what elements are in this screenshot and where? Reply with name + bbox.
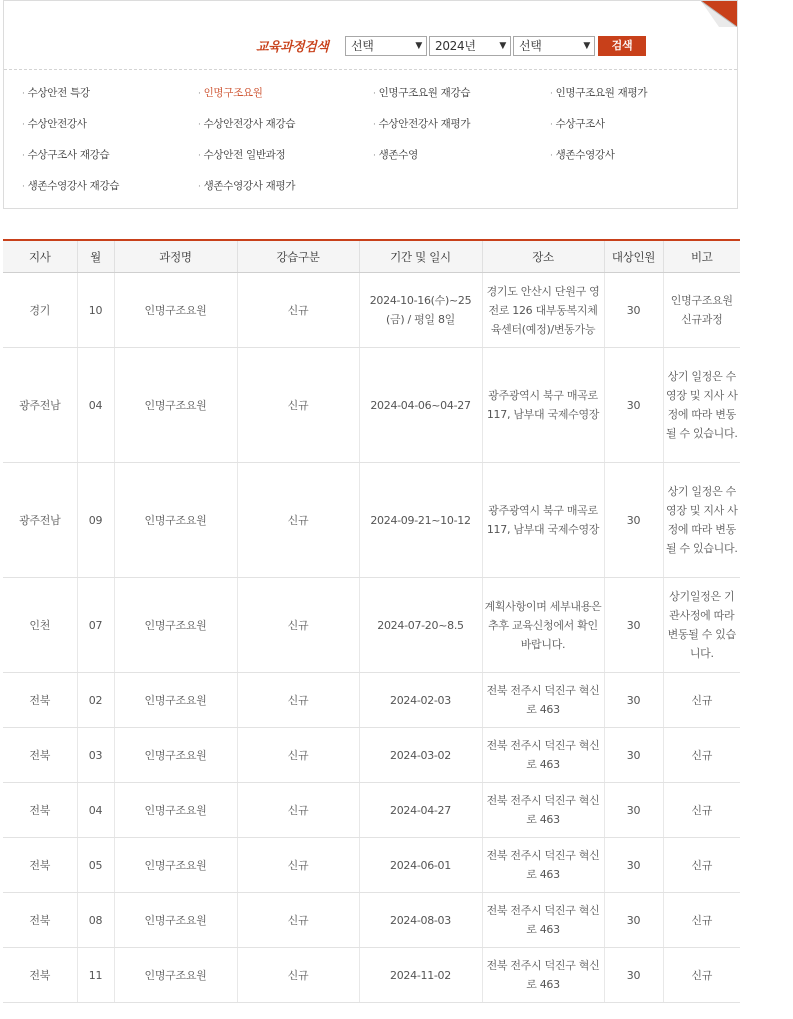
table-cell: 30 (604, 838, 663, 893)
bullet-icon: · (22, 120, 25, 130)
table-cell: 11 (77, 948, 114, 1003)
table-cell: 신규 (663, 838, 740, 893)
table-cell: 인명구조요원 (114, 838, 237, 893)
table-cell: 신규 (663, 893, 740, 948)
table-cell: 신규 (237, 728, 359, 783)
table-cell: 전북 (3, 783, 77, 838)
bullet-icon: · (550, 151, 553, 161)
table-cell: 30 (604, 463, 663, 578)
table-cell: 경기도 안산시 단원구 영전로 126 대부동복지체육센터(예정)/변동가능 (482, 273, 604, 348)
bullet-icon: · (373, 120, 376, 130)
table-cell: 신규 (663, 673, 740, 728)
table-cell: 신규 (237, 783, 359, 838)
table-cell: 인명구조요원 (114, 948, 237, 1003)
table-cell: 30 (604, 673, 663, 728)
bullet-icon: · (373, 89, 376, 99)
chevron-down-icon: ▼ (499, 41, 506, 51)
table-row (3, 673, 740, 728)
table-cell: 인천 (3, 578, 77, 673)
table-cell: 인명구조요원 (114, 728, 237, 783)
course-category-item[interactable] (22, 147, 109, 162)
table-cell: 2024-04-06~04-27 (359, 348, 482, 463)
table-cell: 전북 전주시 덕진구 혁신로 463 (482, 728, 604, 783)
table-cell: 2024-09-21~10-12 (359, 463, 482, 578)
table-cell: 신규 (237, 948, 359, 1003)
course-category-label: 수상안전 일반과정 (203, 149, 286, 161)
course-category-label: 수상안전강사 (27, 118, 87, 130)
search-button[interactable]: 검색 (598, 36, 646, 56)
column-header: 과정명 (114, 240, 237, 273)
divider (4, 69, 737, 70)
column-header: 기간 및 일시 (359, 240, 482, 273)
bullet-icon: · (198, 89, 201, 99)
search-title: 교육과정검색 (256, 40, 329, 55)
bullet-icon: · (22, 182, 25, 192)
course-category-item[interactable] (198, 178, 295, 193)
table-cell: 인명구조요원 (114, 578, 237, 673)
course-category-label: 수상구조사 (555, 118, 605, 130)
course-category-item[interactable] (373, 147, 418, 162)
column-header: 강습구분 (237, 240, 359, 273)
table-cell: 전북 (3, 728, 77, 783)
course-category-label: 인명구조요원 (203, 87, 263, 99)
table-cell: 전북 전주시 덕진구 혁신로 463 (482, 893, 604, 948)
table-cell: 2024-08-03 (359, 893, 482, 948)
table-cell: 08 (77, 893, 114, 948)
table-cell: 광주전남 (3, 348, 77, 463)
table-row (3, 893, 740, 948)
table-header-row (3, 240, 740, 273)
table-cell: 신규 (237, 673, 359, 728)
table-row (3, 838, 740, 893)
course-category-label: 수상안전강사 재평가 (378, 118, 471, 130)
table-cell: 신규 (663, 948, 740, 1003)
bullet-icon: · (198, 182, 201, 192)
course-category-item[interactable] (550, 85, 647, 100)
course-category-item[interactable] (550, 116, 605, 131)
search-row (4, 34, 737, 58)
course-category-item[interactable] (198, 147, 285, 162)
bullet-icon: · (550, 89, 553, 99)
course-category-label: 수상안전 특강 (27, 87, 90, 99)
table-cell: 인명구조요원 (114, 463, 237, 578)
course-category-item[interactable] (373, 116, 470, 131)
table-row (3, 783, 740, 838)
course-category-item[interactable] (22, 85, 90, 100)
table-cell: 전북 (3, 838, 77, 893)
table-cell: 2024-03-02 (359, 728, 482, 783)
table-cell: 10 (77, 273, 114, 348)
table-cell: 05 (77, 838, 114, 893)
course-category-label: 생존수영강사 재강습 (27, 180, 120, 192)
table-cell: 전북 (3, 893, 77, 948)
table-cell: 인명구조요원 (114, 273, 237, 348)
column-header: 지사 (3, 240, 77, 273)
table-cell: 전북 전주시 덕진구 혁신로 463 (482, 838, 604, 893)
table-cell: 30 (604, 728, 663, 783)
table-cell: 2024-06-01 (359, 838, 482, 893)
course-category-label: 인명구조요원 재평가 (555, 87, 648, 99)
table-cell: 07 (77, 578, 114, 673)
bullet-icon: · (198, 120, 201, 130)
table-cell: 인명구조요원 (114, 893, 237, 948)
course-category-label: 수상안전강사 재강습 (203, 118, 296, 130)
table-cell: 상기 일정은 수영장 및 지사 사정에 따라 변동될 수 있습니다. (663, 348, 740, 463)
table-cell: 전북 (3, 673, 77, 728)
table-cell: 신규 (663, 728, 740, 783)
year-select[interactable] (429, 36, 511, 56)
course-category-item[interactable] (373, 85, 470, 100)
table-cell: 04 (77, 783, 114, 838)
course-category-item[interactable] (198, 85, 263, 100)
table-cell: 30 (604, 893, 663, 948)
column-header: 비고 (663, 240, 740, 273)
table-cell: 전북 (3, 948, 77, 1003)
table-cell: 전북 전주시 덕진구 혁신로 463 (482, 673, 604, 728)
table-cell: 03 (77, 728, 114, 783)
column-header: 대상인원 (604, 240, 663, 273)
table-cell: 신규 (237, 463, 359, 578)
table-cell: 2024-02-03 (359, 673, 482, 728)
table-cell: 신규 (237, 348, 359, 463)
course-category-list (4, 85, 737, 197)
table-row (3, 348, 740, 463)
table-cell: 02 (77, 673, 114, 728)
table-cell: 전북 전주시 덕진구 혁신로 463 (482, 783, 604, 838)
table-cell: 30 (604, 348, 663, 463)
table-row (3, 463, 740, 578)
table-cell: 광주광역시 북구 매곡로 117, 남부대 국제수영장 (482, 348, 604, 463)
table-cell: 인명구조요원 (114, 673, 237, 728)
table-row (3, 948, 740, 1003)
table-cell: 신규 (237, 893, 359, 948)
table-cell: 인명구조요원 신규과정 (663, 273, 740, 348)
table-cell: 신규 (237, 273, 359, 348)
table-row (3, 578, 740, 673)
course-category-label: 생존수영 (378, 149, 418, 161)
table-cell: 전북 전주시 덕진구 혁신로 463 (482, 948, 604, 1003)
course-category-label: 수상구조사 재강습 (27, 149, 110, 161)
branch-select-value: 선택 (351, 39, 374, 53)
table-cell: 경기 (3, 273, 77, 348)
bullet-icon: · (373, 151, 376, 161)
course-category-item[interactable] (550, 147, 615, 162)
table-cell: 04 (77, 348, 114, 463)
table-cell: 30 (604, 273, 663, 348)
course-category-label: 생존수영강사 재평가 (203, 180, 296, 192)
table-cell: 인명구조요원 (114, 783, 237, 838)
branch-select[interactable] (345, 36, 427, 56)
table-cell: 30 (604, 948, 663, 1003)
course-search-panel (3, 0, 738, 209)
course-category-item[interactable] (22, 178, 119, 193)
table-cell: 신규 (237, 578, 359, 673)
table-cell: 광주전남 (3, 463, 77, 578)
course-schedule-table (3, 239, 740, 1003)
page-corner-fold-icon (701, 1, 737, 27)
chevron-down-icon: ▼ (415, 41, 422, 51)
table-cell: 신규 (663, 783, 740, 838)
course-select[interactable] (513, 36, 595, 56)
table-cell: 09 (77, 463, 114, 578)
table-cell: 상기일정은 기관사정에 따라 변동될 수 있습니다. (663, 578, 740, 673)
table-cell: 계획사항이며 세부내용은 추후 교육신청에서 확인바랍니다. (482, 578, 604, 673)
table-row (3, 728, 740, 783)
column-header: 월 (77, 240, 114, 273)
bullet-icon: · (198, 151, 201, 161)
bullet-icon: · (22, 89, 25, 99)
course-category-label: 생존수영강사 (555, 149, 615, 161)
table-cell: 30 (604, 783, 663, 838)
table-cell: 30 (604, 578, 663, 673)
table-cell: 2024-10-16(수)~25(금) / 평일 8일 (359, 273, 482, 348)
course-category-item[interactable] (198, 116, 295, 131)
table-cell: 신규 (237, 838, 359, 893)
table-cell: 광주광역시 북구 매곡로 117, 남부대 국제수영장 (482, 463, 604, 578)
bullet-icon: · (550, 120, 553, 130)
course-select-value: 선택 (519, 39, 542, 53)
course-schedule-table-wrap (3, 239, 740, 1003)
table-cell: 2024-04-27 (359, 783, 482, 838)
table-cell: 2024-07-20~8.5 (359, 578, 482, 673)
column-header: 장소 (482, 240, 604, 273)
table-row (3, 273, 740, 348)
table-cell: 2024-11-02 (359, 948, 482, 1003)
course-category-item[interactable] (22, 116, 87, 131)
course-category-label: 인명구조요원 재강습 (378, 87, 471, 99)
table-cell: 상기 일정은 수영장 및 지사 사정에 따라 변동될 수 있습니다. (663, 463, 740, 578)
bullet-icon: · (22, 151, 25, 161)
year-select-value: 2024년 (435, 39, 476, 53)
table-cell: 인명구조요원 (114, 348, 237, 463)
chevron-down-icon: ▼ (583, 41, 590, 51)
